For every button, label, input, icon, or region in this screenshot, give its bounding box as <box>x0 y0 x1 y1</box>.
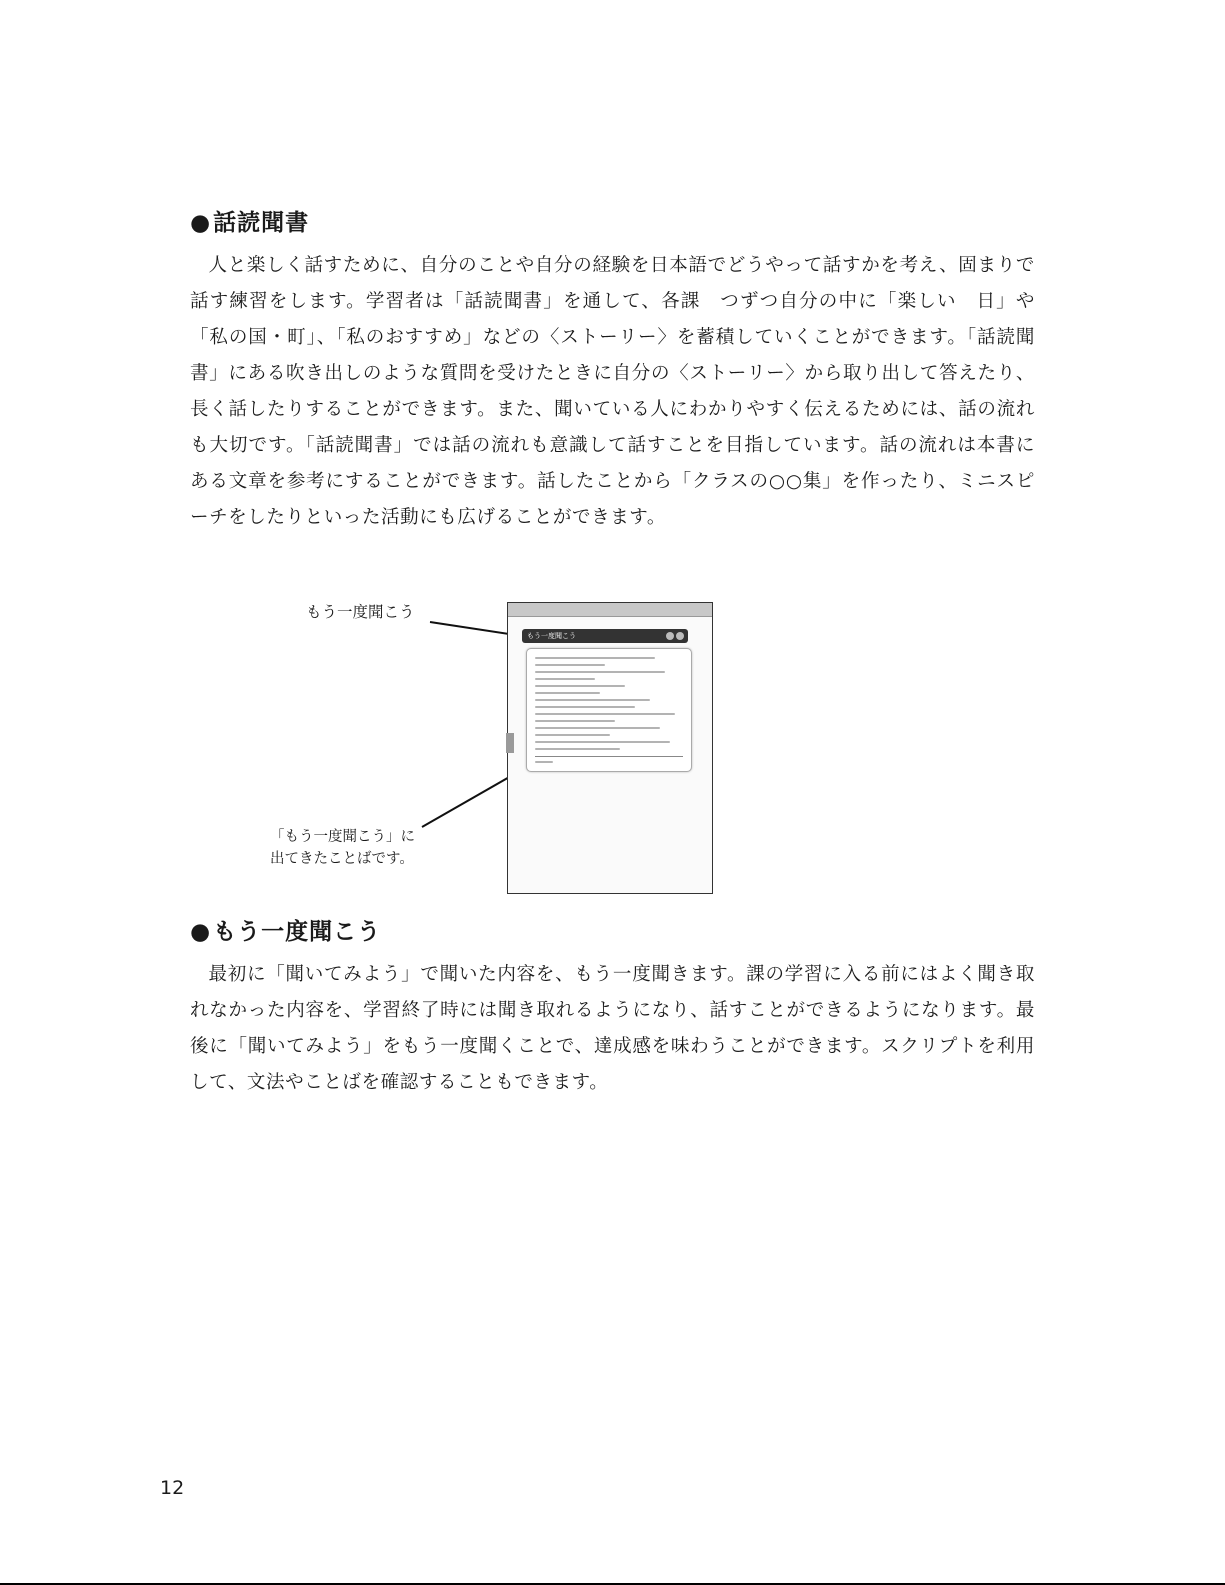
script-line <box>535 748 620 750</box>
section-title: もう一度聞こう <box>213 919 382 945</box>
script-line <box>535 713 675 715</box>
section-body: 最初に「聞いてみよう」で聞いた内容を、もう一度聞きます。課の学習に入る前にはよく聞き取れなかった内容を、学習終了時には聞き取れるようになり、話すことができるようになります。最後に「聞いてみよう」をもう一度聞くことで、達成感を味わうことができます。スクリプトを利用して、文法やことばを確認することもできます。 <box>190 964 1035 1093</box>
script-line <box>535 727 660 729</box>
page-number: 12 <box>160 1477 185 1499</box>
bullet-icon: ● <box>190 210 212 236</box>
script-line <box>535 657 655 659</box>
script-card <box>526 648 692 772</box>
script-line <box>535 664 605 666</box>
callout-note <box>270 826 415 870</box>
callout-label: もう一度聞こう <box>306 603 415 621</box>
side-tab <box>506 733 514 753</box>
screen-header-title: もう一度聞こう <box>527 632 576 640</box>
vocab-line <box>535 761 553 763</box>
section-body: 人と楽しく話すために、自分のことや自分の経験を日本語でどうやって話すかを考え、固まりで話す練習をします。学習者は「話読聞書」を通して、各課 つずつ自分の中に「楽しい 日」や「私の国・町」、「私のおすすめ」などの〈ストーリー〉を蓄積していくことができます。「話読聞書」にある吹き出しのような質問を受けたときに自分の〈ストーリー〉から取り出して答えたり、長く話したりすることができます。また、聞いている人にわかりやすく伝えるためには、話の流れも大切です。「話読聞書」では話の流れも意識して話すことを目指しています。話の流れは本書にある文章を参考にすることができます。話したことから「クラスの○○集」を作ったり、ミニスピーチをしたりといった活動にも広げることができます。 <box>190 255 1035 528</box>
callout-note-line: 出てきたことばです。 <box>270 851 414 867</box>
play-icon <box>666 632 674 640</box>
script-line <box>535 699 650 701</box>
screen-page-number <box>517 882 519 888</box>
script-line <box>535 671 665 673</box>
script-line <box>535 741 670 743</box>
script-line <box>535 692 600 694</box>
callout-note-line: 「もう一度聞こう」に <box>270 829 415 845</box>
screen-header <box>522 629 688 643</box>
script-line <box>535 734 610 736</box>
section-heading-mouichido <box>190 913 381 946</box>
app-screenshot <box>507 602 713 894</box>
card-divider <box>535 756 683 757</box>
script-line <box>535 685 625 687</box>
close-icon <box>676 632 684 640</box>
section-heading-hanashi <box>190 204 309 237</box>
script-line <box>535 706 635 708</box>
bullet-icon: ● <box>190 919 212 945</box>
section-title: 話読聞書 <box>213 210 310 236</box>
script-line <box>535 678 595 680</box>
script-line <box>535 720 615 722</box>
app-top-bar <box>508 603 712 617</box>
